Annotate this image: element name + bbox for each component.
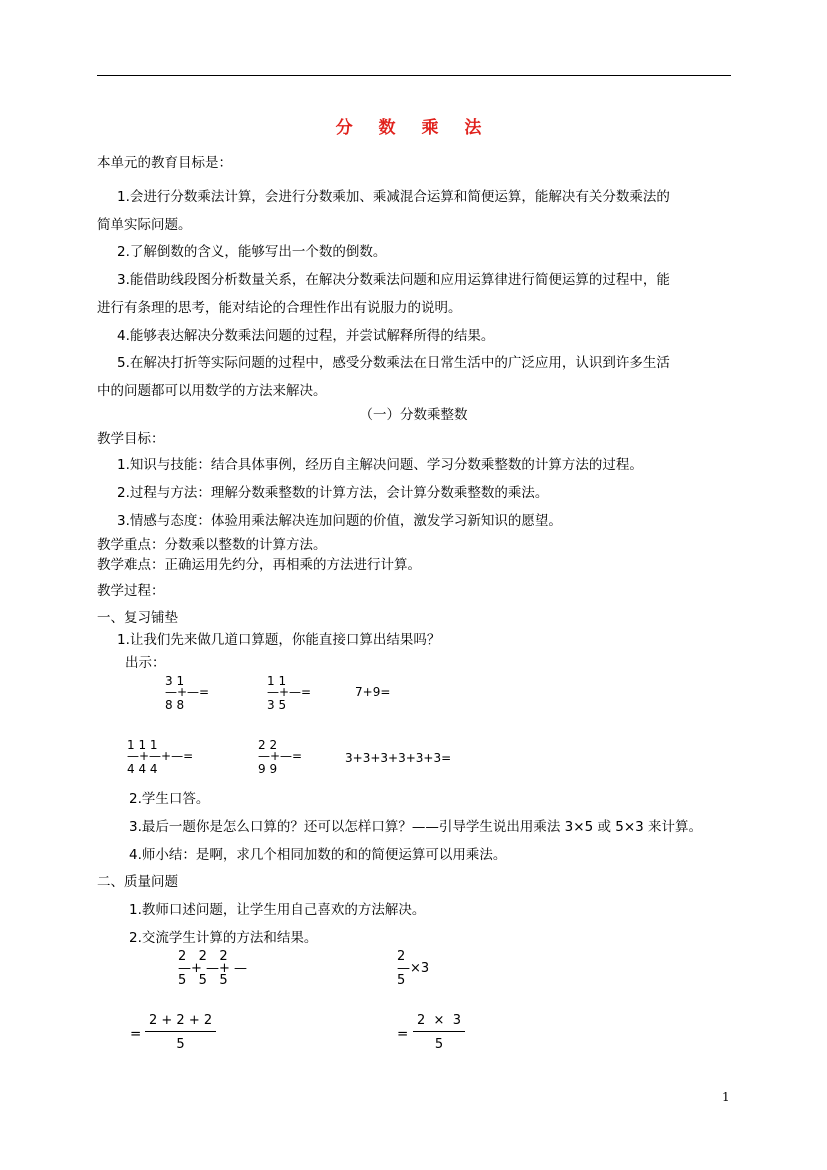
page-number: 1 [722, 1090, 730, 1104]
part1-item: 1.让我们先来做几道口算题，你能直接口算出结果吗？ [117, 632, 441, 648]
goal-line: 进行有条理的思考，能对结论的合理性作出有说服力的说明。 [97, 300, 462, 316]
goal-line: 简单实际问题。 [97, 217, 192, 233]
teaching-goal-item: 2.过程与方法：理解分数乘整数的计算方法，会计算分数乘整数的乘法。 [117, 485, 549, 501]
calc-right-equals: = [397, 1026, 409, 1042]
part1-step: 4.师小结：是啊，求几个相同加数的和的简便运算可以用乘法。 [129, 847, 507, 863]
part2-title: 二、质量问题 [97, 874, 178, 890]
calc-left-fraction: 2 + 2 + 2 5 [145, 1013, 216, 1052]
goal-line: 4.能够表达解决分数乘法问题的过程，并尝试解释所得的结果。 [117, 328, 495, 344]
intro-text: 本单元的教育目标是： [97, 155, 232, 171]
page-title: 分 数 乘 法 [335, 118, 492, 138]
part2-item: 1.教师口述问题，让学生用自己喜欢的方法解决。 [129, 902, 426, 918]
goal-line: 2.了解倒数的含义，能够写出一个数的倒数。 [117, 244, 387, 260]
part2-item: 2.交流学生计算的方法和结果。 [129, 930, 318, 946]
exercise-6: 3+3+3+3+3+3= [345, 751, 452, 765]
part1-step: 3.最后一题你是怎么口算的？还可以怎样口算？——引导学生说出用乘法 3×5 或 5×3 来计算。 [129, 819, 703, 835]
part1-title: 一、复习铺垫 [97, 610, 178, 626]
section-title: （一）分数乘整数 [359, 407, 468, 423]
teaching-goal-item: 1.知识与技能：结合具体事例，经历自主解决问题、学习分数乘整数的计算方法的过程。 [117, 457, 643, 473]
process-label: 教学过程： [97, 583, 165, 599]
goal-line: 5.在解决打折等实际问题的过程中，感受分数乘法在日常生活中的广泛应用，认识到许多生活 [117, 355, 670, 371]
header-rule [97, 75, 731, 76]
calc-right-fraction: 2 × 3 5 [413, 1013, 465, 1052]
teaching-goal-label: 教学目标： [97, 431, 165, 447]
goal-line: 3.能借助线段图分析数量关系，在解决分数乘法问题和应用运算律进行简便运算的过程中，能 [117, 272, 670, 288]
goal-line: 1.会进行分数乘法计算，会进行分数乘加、乘减混合运算和简便运算，能解决有关分数乘法的 [117, 189, 670, 205]
key-point: 教学重点：分数乘以整数的计算方法。 [97, 537, 327, 553]
part1-step: 2.学生口答。 [129, 791, 210, 807]
difficulty: 教学难点：正确运用先约分，再相乘的方法进行计算。 [97, 557, 421, 573]
calc-left-equals: = [130, 1026, 142, 1042]
goal-line: 中的问题都可以用数学的方法来解决。 [97, 383, 327, 399]
part1-item: 出示： [125, 655, 166, 671]
exercise-3: 7+9= [355, 685, 391, 699]
teaching-goal-item: 3.情感与态度：体验用乘法解决连加问题的价值，激发学习新知识的愿望。 [117, 513, 562, 529]
